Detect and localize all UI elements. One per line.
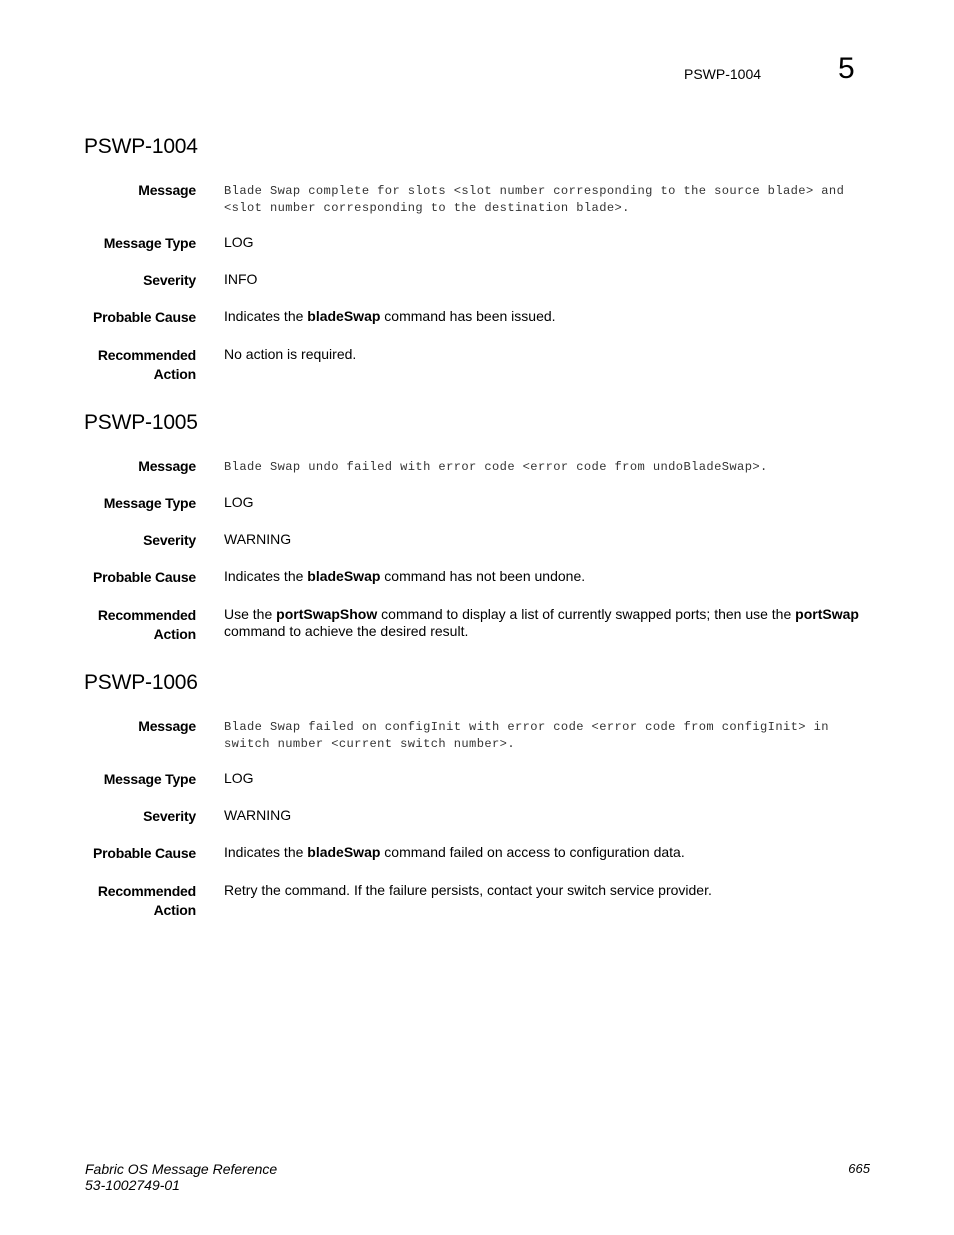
message-text: Blade Swap failed on configInit with error code <error code from configInit> in switch number <current switch number>. bbox=[224, 720, 829, 751]
message-text: Blade Swap undo failed with error code <error code from undoBladeSwap>. bbox=[224, 460, 768, 474]
severity-value: WARNING bbox=[224, 807, 292, 823]
footer-doc-number: 53-1002749-01 bbox=[85, 1177, 180, 1193]
recommended-action-label: Recommended Action bbox=[97, 347, 196, 382]
probable-cause-label: Probable Cause bbox=[92, 845, 196, 861]
recommended-action-value: Retry the command. If the failure persists, contact your switch service provider. bbox=[224, 882, 712, 898]
message-label: Message bbox=[138, 182, 196, 198]
recommended-action-value: No action is required. bbox=[224, 346, 357, 362]
severity-label: Severity bbox=[143, 532, 196, 548]
footer-doc-info bbox=[85, 1161, 277, 1193]
page-number: 665 bbox=[848, 1161, 870, 1176]
message-type-label: Message Type bbox=[103, 771, 196, 787]
severity-value: INFO bbox=[224, 271, 258, 287]
probable-cause-label: Probable Cause bbox=[92, 569, 196, 585]
recommended-action-label: Recommended Action bbox=[97, 883, 196, 918]
section-title: PSWP-1004 bbox=[84, 135, 198, 158]
probable-cause-value: Indicates the bladeSwap command failed on access to configuration data. bbox=[224, 844, 685, 860]
message-text: Blade Swap complete for slots <slot number corresponding to the source blade> and <slot number corresponding to the destination blade>. bbox=[224, 184, 845, 215]
message-type-label: Message Type bbox=[103, 495, 196, 511]
probable-cause-value: Indicates the bladeSwap command has been issued. bbox=[224, 308, 556, 324]
footer-title: Fabric OS Message Reference bbox=[85, 1161, 278, 1177]
section-title: PSWP-1005 bbox=[84, 411, 198, 434]
severity-value: WARNING bbox=[224, 531, 292, 547]
message-type-value: LOG bbox=[224, 494, 254, 510]
recommended-action-value: Use the portSwapShow command to display a list of currently swapped ports; then use the portSwap command to achieve the desired result. bbox=[224, 606, 859, 639]
chapter-number: 5 bbox=[838, 52, 855, 85]
severity-label: Severity bbox=[143, 808, 196, 824]
message-type-value: LOG bbox=[224, 770, 254, 786]
message-type-label: Message Type bbox=[103, 235, 196, 251]
recommended-action-label: Recommended Action bbox=[97, 607, 196, 642]
probable-cause-label: Probable Cause bbox=[92, 309, 196, 325]
severity-label: Severity bbox=[143, 272, 196, 288]
message-label: Message bbox=[138, 718, 196, 734]
running-header-label: PSWP-1004 bbox=[684, 66, 762, 82]
message-type-value: LOG bbox=[224, 234, 254, 250]
message-label: Message bbox=[138, 458, 196, 474]
section-title: PSWP-1006 bbox=[84, 671, 198, 694]
probable-cause-value: Indicates the bladeSwap command has not been undone. bbox=[224, 568, 586, 584]
